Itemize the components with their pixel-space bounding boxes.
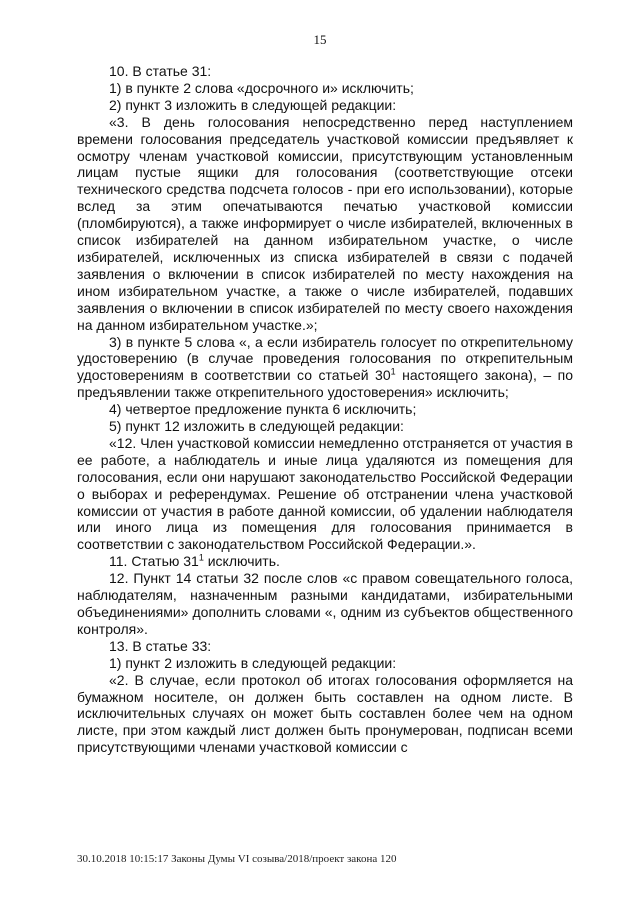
paragraph-13-item-1: 1) пункт 2 изложить в следующей редакции:	[109, 654, 397, 671]
document-body	[77, 63, 573, 756]
paragraph-item-2: 2) пункт 3 изложить в следующей редакции:	[109, 96, 397, 113]
paragraph-12: 12. Пункт 14 статьи 32 после слов «с правом совещательного голоса, наблюдателям, назначенным разными кандидатами, избирательными объединениями» дополнить словами «, одним из субъектов общественного контроля».	[77, 570, 573, 637]
paragraph-item-3-rest: настоящего закона), – по предъявлении также открепительного удостоверения» исключить;	[77, 367, 573, 401]
paragraph-quote-12: «12. Член участковой комиссии немедленно отстраняется от участия в ее работе, а наблюдатель и иные лица удаляются из помещения для голосования, если они нарушают законодательство Российской Федерации о выборах и референдумах. Решение об отстранении члена участковой комиссии от участия в работе данной комиссии, об удалении наблюдателя или иного лица из помещения для голосования принимается в соответствии с законодательством Российской Федерации.».	[77, 434, 573, 553]
paragraph-quote-2: «2. В случае, если протокол об итогах голосования оформляется на бумажном носителе, он должен быть составлен на одном листе. В исключительных случаях он может быть составлен более чем на одном листе, при этом каждый лист должен быть пронумерован, подписан всеми присутствующими членами участковой комиссии с	[77, 671, 573, 756]
paragraph-quote-3: «3. В день голосования непосредственно перед наступлением времени голосования председатель участковой комиссии предъявляет к осмотру членам участковой комиссии, присутствующим установленным лицам пустые ящики для голосования (соответствующие отсеки технического средства подсчета голосов - при его использовании), которые вслед за этим опечатываются печатью участковой комиссии (пломбируются), а также информирует о числе избирателей, включенных в список избирателей на данном избирательном участке, о числе избирателей, исключенных из списка избирателей в связи с подачей заявления о включении в список избирателей по месту нахождения на ином избирательном участке, а также о числе избирателей, подавших заявления о включении в список избирателей по месту своего нахождения на данном избирательном участке.»;	[77, 113, 573, 333]
paragraph-article-31: 10. В статье 31:	[109, 63, 212, 79]
paragraph-item-3	[77, 334, 573, 402]
document-footer: 30.10.2018 10:15:17 Законы Думы VI созыва/2018/проект закона 120	[77, 853, 397, 865]
paragraph-11-text: 11. Статью 31	[109, 553, 199, 570]
superscript-1: 1	[390, 366, 396, 377]
paragraph-item-1: 1) в пункте 2 слова «досрочного и» исключить;	[109, 79, 414, 96]
paragraph-item-4: 4) четвертое предложение пункта 6 исключить;	[109, 401, 417, 418]
paragraph-item-5: 5) пункт 12 изложить в следующей редакции:	[109, 418, 404, 435]
paragraph-11	[77, 553, 573, 570]
paragraph-item-3-text: 3) в пункте 5 слова «, а если избиратель голосует по открепительному удостоверению (в случае проведения голосования по открепительным удостоверениям в соответствии со статьей 30	[77, 333, 573, 384]
page-number: 15	[313, 32, 327, 47]
superscript-1: 1	[198, 552, 204, 563]
paragraph-11-rest: исключить.	[203, 553, 280, 570]
paragraph-13: 13. В статье 33:	[109, 637, 212, 654]
